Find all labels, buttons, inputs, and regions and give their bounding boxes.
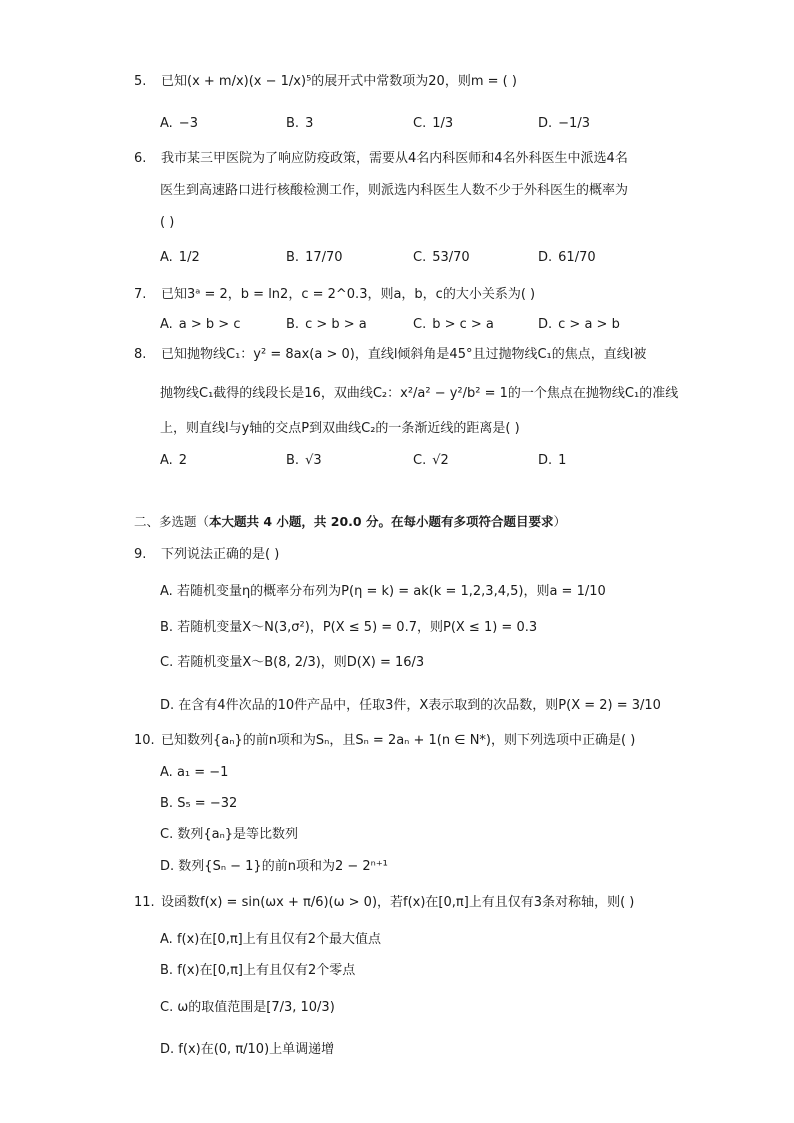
option-label: B. [286,116,300,131]
option-label: B. [160,963,174,978]
option-a[interactable] [160,248,200,268]
question-7 [134,285,694,305]
option-label: D. [160,1042,175,1057]
option-label: C. [160,655,174,670]
option-c[interactable] [160,825,298,845]
option-text: 若随机变量X～B(8, 2/3)，则D(X) = 16/3 [177,655,425,670]
option-c[interactable] [413,114,453,134]
question-5-options [160,114,680,134]
option-text: 61/70 [558,250,596,265]
option-label: A. [160,116,173,131]
option-c[interactable] [413,248,470,268]
option-text: −1/3 [558,116,590,131]
option-label: B. [160,620,174,635]
question-stem-line-3: ( ) [160,215,175,230]
option-label: D. [160,859,175,874]
option-text: √3 [305,453,322,468]
option-label: D. [538,453,553,468]
option-label: D. [538,250,553,265]
option-b[interactable] [286,114,313,134]
option-label: C. [413,250,427,265]
option-text: ω的取值范围是[7/3, 10/3) [177,1000,335,1015]
option-d[interactable] [160,857,388,877]
option-b[interactable] [160,618,537,638]
question-number: 11. [134,895,155,910]
question-9 [134,545,694,565]
option-text: f(x)在[0,π]上有且仅有2个最大值点 [176,932,381,947]
question-number: 5. [134,74,147,89]
option-label: D. [160,698,175,713]
option-label: A. [160,584,173,599]
question-stem: 已知数列{aₙ}的前n项和为Sₙ，且Sₙ = 2aₙ + 1(n ∈ N*)，则下列选项中正确是( ) [161,733,636,748]
option-label: C. [413,317,427,332]
option-a[interactable] [160,451,187,471]
question-8 [134,345,694,365]
option-a[interactable] [160,315,240,335]
question-number: 8. [134,347,147,362]
option-text: 数列{Sₙ − 1}的前n项和为2 − 2ⁿ⁺¹ [178,859,388,874]
question-10 [134,731,694,751]
option-a[interactable] [160,114,198,134]
section-instructions: 本大题共 4 小题，共 20.0 分。在每小题有多项符合题目要求 [209,514,554,529]
option-a[interactable] [160,930,381,950]
question-stem-line-3: 上，则直线l与y轴的交点P到双曲线C₂的一条渐近线的距离是( ) [160,421,520,436]
question-11 [134,893,694,913]
option-text: f(x)在[0,π]上有且仅有2个零点 [177,963,356,978]
option-label: A. [160,453,173,468]
option-text: 若随机变量X～N(3,σ²)，P(X ≤ 5) = 0.7，则P(X ≤ 1) = 0.3 [177,620,538,635]
question-stem: 下列说法正确的是( ) [161,547,280,562]
option-text: 17/70 [305,250,343,265]
option-text: 若随机变量η的概率分布列为P(η = k) = ak(k = 1,2,3,4,5)，则a = 1/10 [176,584,606,599]
option-text: 2 [178,453,188,468]
option-text: S₅ = −32 [177,796,238,811]
question-6 [134,149,694,169]
option-text: 3 [305,116,314,131]
option-c[interactable] [413,451,449,471]
question-stem: 设函数f(x) = sin(ωx + π/6)(ω > 0)，若f(x)在[0,π]上有且仅有3条对称轴，则( ) [161,895,635,910]
question-8-options [160,451,680,471]
question-number: 10. [134,733,155,748]
question-stem: 已知3ᵃ = 2，b = ln2，c = 2^0.3，则a，b，c的大小关系为( ) [161,287,536,302]
option-text: b > c > a [432,317,494,332]
question-7-options [160,315,680,335]
question-number: 9. [134,547,147,562]
option-label: B. [160,796,174,811]
option-a[interactable] [160,582,606,602]
option-text: 数列{aₙ}是等比数列 [177,827,299,842]
section-title-tail: ） [553,514,566,529]
option-label: C. [160,827,174,842]
section-title: 二、多选题（ [134,514,210,529]
option-c[interactable] [160,653,424,673]
question-stem-line-1: 已知抛物线C₁：y² = 8ax(a > 0)，直线l倾斜角是45°且过抛物线C₁的焦点，直线l被 [161,347,647,362]
option-label: D. [538,116,553,131]
section-heading [134,512,566,532]
option-b[interactable] [286,315,367,335]
option-label: A. [160,250,173,265]
option-a[interactable] [160,763,228,783]
question-stem-line-2: 医生到高速路口进行核酸检测工作，则派选内科医生人数不少于外科医生的概率为 [160,183,629,198]
option-text: √2 [432,453,449,468]
option-text: 53/70 [432,250,470,265]
option-label: A. [160,317,173,332]
question-number: 6. [134,151,147,166]
option-label: C. [413,453,427,468]
option-d[interactable] [538,315,620,335]
option-text: 在含有4件次品的10件产品中，任取3件，X表示取到的次品数，则P(X = 2) = 3/10 [178,698,661,713]
option-text: a₁ = −1 [176,765,229,780]
option-text: 1 [558,453,567,468]
option-label: A. [160,932,173,947]
option-text: f(x)在(0, π/10)上单调递增 [178,1042,335,1057]
option-text: −3 [178,116,198,131]
option-text: 1/3 [432,116,454,131]
question-5 [134,72,694,92]
option-c[interactable] [413,315,494,335]
option-label: D. [538,317,553,332]
option-d[interactable] [160,1040,334,1060]
option-d[interactable] [538,248,596,268]
option-b[interactable] [160,794,237,814]
option-d[interactable] [160,696,661,716]
option-b[interactable] [286,451,322,471]
option-label: C. [413,116,427,131]
option-text: a > b > c [178,317,241,332]
option-b[interactable] [286,248,343,268]
question-stem-line-2: 抛物线C₁截得的线段长是16，双曲线C₂：x²/a² − y²/b² = 1的一个焦点在抛物线C₁的准线 [160,386,679,401]
option-label: C. [160,1000,174,1015]
option-label: B. [286,317,300,332]
option-c[interactable] [160,998,335,1018]
question-stem-line-1: 我市某三甲医院为了响应防疫政策，需要从4名内科医师和4名外科医生中派选4名 [161,151,628,166]
question-stem: 已知(x + m/x)(x − 1/x)⁵的展开式中常数项为20，则m = ( ) [161,74,517,89]
option-d[interactable] [538,451,566,471]
option-text: c > b > a [305,317,367,332]
question-number: 7. [134,287,147,302]
question-6-options [160,248,680,268]
option-label: A. [160,765,173,780]
option-text: 1/2 [178,250,200,265]
option-b[interactable] [160,961,355,981]
option-text: c > a > b [558,317,620,332]
option-label: B. [286,453,300,468]
option-label: B. [286,250,300,265]
option-d[interactable] [538,114,590,134]
